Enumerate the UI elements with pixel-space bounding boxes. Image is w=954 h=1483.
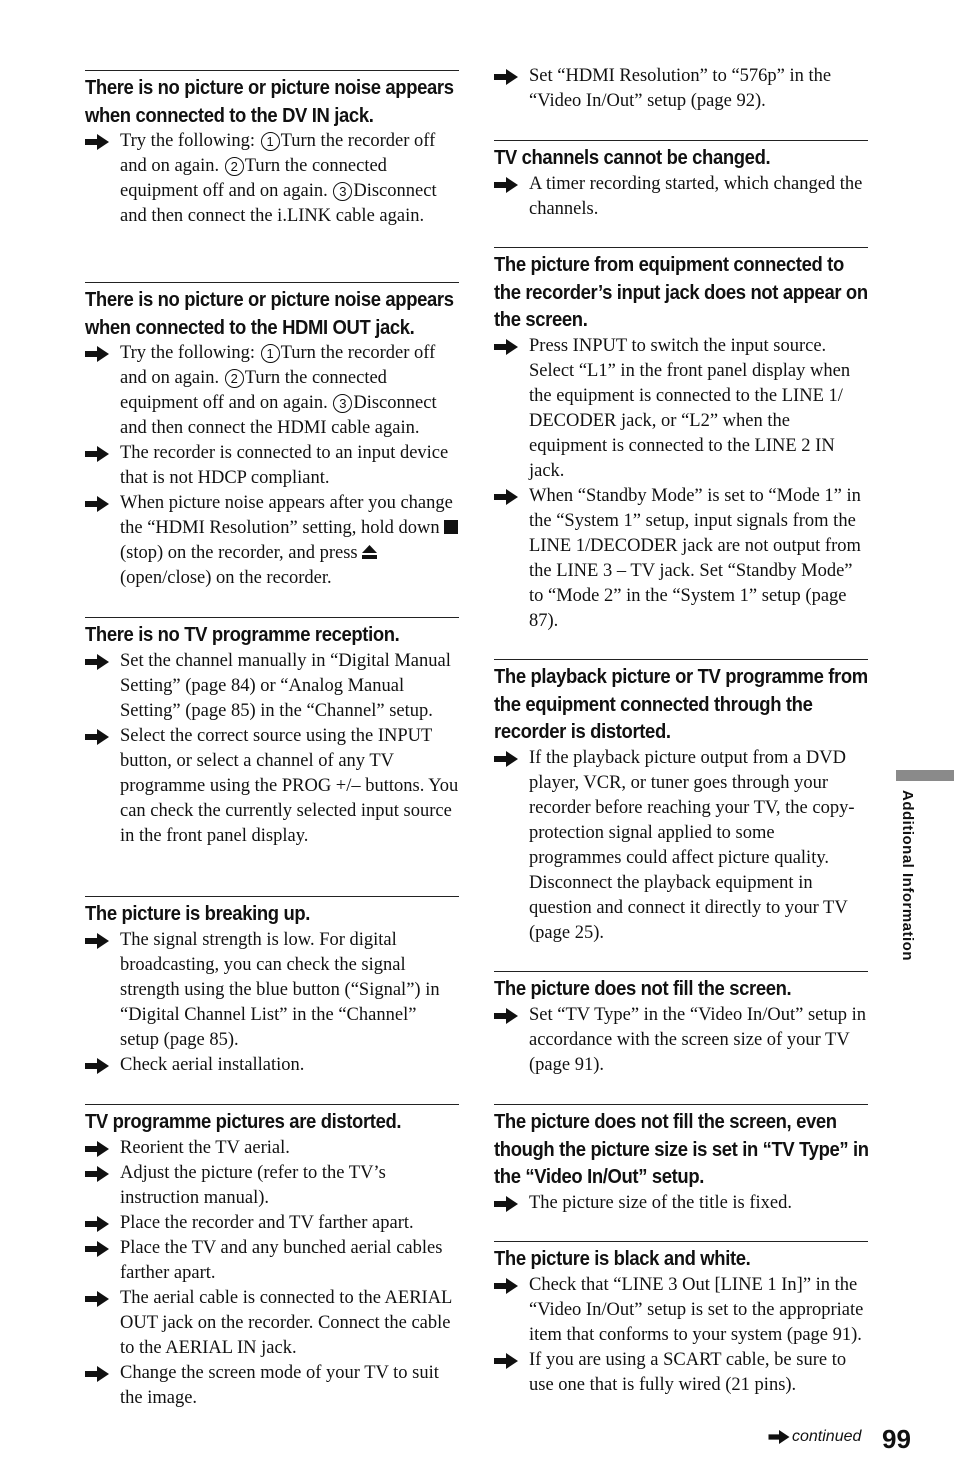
step-1-icon: 1 (261, 132, 280, 151)
stop-square-icon (444, 520, 458, 534)
list-item (85, 129, 459, 229)
item-text: The aerial cable is connected to the AERIAL OUT jack on the recorder. Connect the cable to the AERIAL IN jack. (120, 1287, 452, 1358)
list-item (85, 1053, 459, 1078)
list-item (85, 928, 459, 1053)
section-distorted (85, 1104, 459, 1411)
arrow-right-icon (85, 933, 109, 949)
item-text: Place the recorder and TV farther apart. (120, 1212, 414, 1233)
arrow-right-icon (494, 1196, 518, 1212)
continued-text: continued (792, 1428, 862, 1445)
section-heading: The picture does not fill the screen, even though the picture size is set in “TV Type” in the “Video In/Out” setup. (494, 1110, 869, 1188)
item-step: Turn the recorder off and on again. (120, 131, 436, 176)
arrow-right-icon (85, 1216, 109, 1232)
item-text: The signal strength is low. For digital broadcasting, you can check the signal strength using the blue button (“Signal”) in “Digital Channel List” in the “Channel” setup (page 85). (120, 929, 440, 1050)
step-3-icon: 3 (333, 182, 352, 201)
item-text: Adjust the picture (refer to the TV’s instruction manual). (120, 1162, 386, 1208)
step-3-icon: 3 (333, 394, 352, 413)
item-text: Reorient the TV aerial. (120, 1137, 290, 1158)
arrow-right-icon (85, 446, 109, 462)
eject-icon (362, 545, 377, 559)
arrow-right-icon (85, 1241, 109, 1257)
arrow-right-icon (85, 134, 109, 150)
item-text: Set “HDMI Resolution” to “576p” in the “Video In/Out” setup (page 92). (529, 66, 832, 111)
list-item (85, 649, 459, 724)
list-item (85, 1361, 459, 1411)
item-text: Change the screen mode of your TV to suit the image. (120, 1362, 439, 1408)
arrow-right-icon (85, 1141, 109, 1157)
item-text: If the playback picture output from a DVD player, VCR, or tuner goes through your recorder before reaching your TV, the copy-protection signal applied to some programmes could affect picture quality. Disconnect the playback equipment in question and connect it directly to your TV (page 25). (529, 747, 855, 943)
item-step: Disconnect and then connect the i.LINK cable again. (120, 181, 437, 226)
item-text: Try the following: (120, 131, 260, 151)
step-1-icon: 1 (261, 344, 280, 363)
item-text: Check that “LINE 3 Out [LINE 1 In]” in the “Video In/Out” setup is set to the appropriate item that conforms to your system (page 91). (529, 1274, 864, 1345)
arrow-right-icon (494, 177, 518, 193)
list-item (85, 441, 459, 491)
section-heading: There is no picture or picture noise appears when connected to the HDMI OUT jack. (85, 288, 454, 339)
section-heading: TV channels cannot be changed. (494, 146, 771, 169)
list-item (85, 1161, 459, 1211)
arrow-right-icon (494, 751, 518, 767)
item-text: A timer recording started, which changed the channels. (529, 173, 863, 219)
item-text: Select the correct source using the INPUT button, or select a channel of any TV programme using the PROG +/– buttons. You can check the currently selected input source in the front panel display. (120, 725, 459, 846)
arrow-right-icon (494, 1278, 518, 1294)
arrow-right-icon (768, 1430, 790, 1444)
list-item (494, 172, 868, 222)
arrow-right-icon (494, 1353, 518, 1369)
arrow-right-icon (494, 489, 518, 505)
list-item (85, 341, 459, 441)
item-text: If you are using a SCART cable, be sure to use one that is fully wired (21 pins). (529, 1349, 847, 1395)
section-not-fill-tv-type (494, 1104, 868, 1216)
section-hdmi-continued (494, 64, 868, 114)
list-item (494, 1191, 868, 1216)
step-2-icon: 2 (225, 369, 244, 388)
item-text: Set “TV Type” in the “Video In/Out” setup in accordance with the screen size of your TV (page 91). (529, 1004, 867, 1075)
arrow-right-icon (85, 729, 109, 745)
list-item (494, 1348, 868, 1398)
section-heading: There is no picture or picture noise appears when connected to the DV IN jack. (85, 76, 454, 127)
section-heading: The picture is breaking up. (85, 902, 311, 925)
side-tab-label: Additional Information (899, 790, 916, 961)
list-item (494, 746, 868, 946)
section-tab-marker (896, 770, 954, 781)
arrow-right-icon (85, 654, 109, 670)
item-text: Check aerial installation. (120, 1054, 305, 1075)
section-no-reception (85, 617, 459, 849)
section-input-jack (494, 247, 868, 634)
arrow-right-icon (494, 1008, 518, 1024)
section-black-white (494, 1241, 868, 1398)
item-text: When picture noise appears after you change the “HDMI Resolution” setting, hold down (120, 493, 453, 538)
section-playback-distorted (494, 659, 868, 946)
list-item (494, 1003, 868, 1078)
item-text: The recorder is connected to an input device that is not HDCP compliant. (120, 443, 449, 488)
list-item (494, 64, 868, 114)
section-heading: TV programme pictures are distorted. (85, 1110, 402, 1133)
list-item (494, 484, 868, 634)
section-channels (494, 140, 868, 222)
section-heading: The picture does not fill the screen. (494, 977, 792, 1000)
list-item (85, 724, 459, 849)
item-text: (open/close) on the recorder. (120, 568, 332, 588)
arrow-right-icon (85, 1366, 109, 1382)
arrow-right-icon (85, 1166, 109, 1182)
item-text: Try the following: (120, 343, 260, 363)
section-heading: The picture is black and white. (494, 1247, 751, 1270)
list-item (85, 491, 459, 591)
item-step: Disconnect and then connect the HDMI cable again. (120, 393, 437, 438)
section-heading: The picture from equipment connected to the recorder’s input jack does not appear on the screen. (494, 253, 868, 331)
arrow-right-icon (85, 1058, 109, 1074)
list-item (85, 1286, 459, 1361)
arrow-right-icon (85, 346, 109, 362)
arrow-right-icon (494, 69, 518, 85)
item-step: Turn the connected equipment off and on again. (120, 368, 387, 413)
section-heading: There is no TV programme reception. (85, 623, 400, 646)
item-step: Turn the recorder off and on again. (120, 343, 436, 388)
list-item (494, 1273, 868, 1348)
item-text: Press INPUT to switch the input source. Select “L1” in the front panel display when the equipment is connected to the LINE 1/ DECODER jack, or “L2” when the equipment is connected to the LINE 2 IN jack. (529, 335, 851, 481)
list-item (85, 1211, 459, 1236)
item-text: When “Standby Mode” is set to “Mode 1” in the “System 1” setup, input signals from the LINE 1/DECODER jack are not output from the LINE 3 – TV jack. Set “Standby Mode” to “Mode 2” in the “System 1” setup (page 87). (529, 485, 861, 631)
item-text: (stop) on the recorder, and press (120, 543, 363, 563)
item-step: Turn the connected equipment off and on again. (120, 156, 387, 201)
item-text: Place the TV and any bunched aerial cables farther apart. (120, 1237, 443, 1283)
section-not-fill (494, 971, 868, 1078)
list-item (494, 334, 868, 484)
list-item (85, 1136, 459, 1161)
arrow-right-icon (494, 339, 518, 355)
section-hdmi-out (85, 282, 459, 591)
page-number: 99 (882, 1424, 911, 1454)
continued-indicator (768, 1428, 861, 1446)
step-2-icon: 2 (225, 157, 244, 176)
item-text: Set the channel manually in “Digital Manual Setting” (page 84) or “Analog Manual Setting” (page 85) in the “Channel” setup. (120, 650, 451, 721)
arrow-right-icon (85, 496, 109, 512)
section-heading: The playback picture or TV programme from the equipment connected through the recorder is distorted. (494, 665, 868, 743)
section-breaking-up (85, 896, 459, 1078)
arrow-right-icon (85, 1291, 109, 1307)
list-item (85, 1236, 459, 1286)
section-dv-in (85, 70, 459, 229)
item-text: The picture size of the title is fixed. (529, 1192, 793, 1213)
